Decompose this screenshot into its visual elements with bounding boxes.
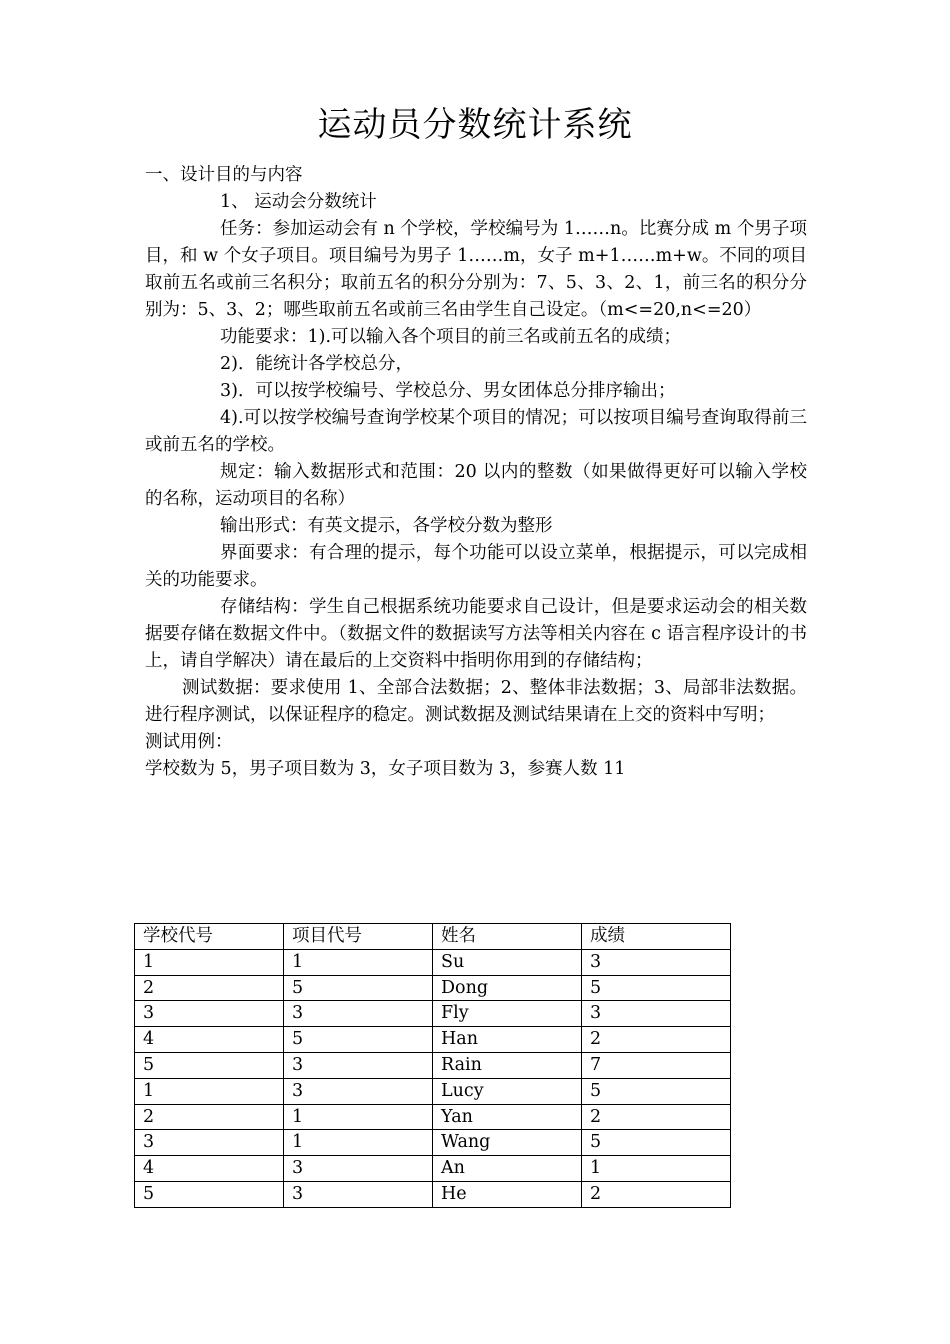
table-cell: 3: [284, 1001, 433, 1027]
table-cell: 1: [284, 1130, 433, 1156]
table-cell: 5: [284, 975, 433, 1001]
item-heading: 1、 运动会分数统计: [220, 192, 377, 212]
table-cell: 3: [284, 1181, 433, 1207]
table-header-row: [135, 924, 731, 950]
test-cases-label: 测试用例：: [145, 732, 233, 752]
table-row: [135, 1130, 731, 1156]
storage-paragraph: 存储结构：学生自己根据系统功能要求自己设计，但是要求运动会的相关数据要存储在数据文件中。（数据文件的数据读写方法等相关内容在 c 语言程序设计的书上，请自学解决）请在最后的上交资料中指明你用到的存储结构；: [145, 597, 807, 671]
table-cell: 2: [135, 975, 284, 1001]
table-row: [135, 1156, 731, 1182]
func-req-4: 4).可以按学校编号查询学校某个项目的情况；可以按项目编号查询取得前三或前五名的学校。: [145, 408, 807, 455]
table-cell: 3: [284, 1078, 433, 1104]
section-heading: 一、设计目的与内容: [145, 165, 303, 185]
output-form-paragraph: 输出形式：有英文提示，各学校分数为整形: [220, 516, 553, 536]
table-cell: Han: [433, 1027, 582, 1053]
table-row: [135, 1001, 731, 1027]
table-cell: 2: [135, 1104, 284, 1130]
table-cell: He: [433, 1181, 582, 1207]
table-cell: 5: [135, 1052, 284, 1078]
table-row: [135, 1027, 731, 1053]
task-paragraph: 任务：参加运动会有 n 个学校，学校编号为 1……n。比赛分成 m 个男子项目，和 w 个女子项目。项目编号为男子 1……m，女子 m+1……m+w。不同的项目取前五名或前三名积分；取前五名的积分分别为：7、5、3、2、1，前三名的积分分别为：5、3、2；哪些取前五名或前三名由学生自己设定。（m<=20,n<=20）: [145, 219, 807, 320]
table-row: [135, 949, 731, 975]
table-header-cell: 姓名: [433, 924, 582, 950]
table-cell: 5: [582, 1130, 731, 1156]
table-cell: Su: [433, 949, 582, 975]
table-cell: Dong: [433, 975, 582, 1001]
table-header-cell: 学校代号: [135, 924, 284, 950]
table-header-cell: 成绩: [582, 924, 731, 950]
table-cell: 2: [582, 1027, 731, 1053]
table-cell: 5: [284, 1027, 433, 1053]
table-cell: 1: [284, 1104, 433, 1130]
table-cell: An: [433, 1156, 582, 1182]
table-cell: 2: [582, 1104, 731, 1130]
test-summary: 学校数为 5，男子项目数为 3，女子项目数为 3，参赛人数 11: [145, 759, 626, 779]
table-row: [135, 975, 731, 1001]
table-row: [135, 1104, 731, 1130]
test-cases-table: [134, 923, 731, 1208]
table-cell: 4: [135, 1156, 284, 1182]
table-cell: 4: [135, 1027, 284, 1053]
func-req-2: 2)．能统计各学校总分，: [220, 354, 413, 374]
func-req-3: 3)．可以按学校编号、学校总分、男女团体总分排序输出；: [220, 381, 676, 401]
table-cell: 7: [582, 1052, 731, 1078]
table-header-cell: 项目代号: [284, 924, 433, 950]
table-row: [135, 1078, 731, 1104]
table-cell: 2: [582, 1181, 731, 1207]
table-cell: 3: [582, 949, 731, 975]
table-cell: 1: [135, 1078, 284, 1104]
table-cell: Rain: [433, 1052, 582, 1078]
table-cell: 1: [135, 949, 284, 975]
table-cell: Wang: [433, 1130, 582, 1156]
table-cell: 3: [284, 1052, 433, 1078]
rules-paragraph: 规定：输入数据形式和范围：20 以内的整数（如果做得更好可以输入学校的名称，运动项目的名称）: [145, 462, 807, 509]
test-data-paragraph: 测试数据：要求使用 1、全部合法数据；2、整体非法数据；3、局部非法数据。进行程序测试，以保证程序的稳定。测试数据及测试结果请在上交的资料中写明；: [145, 678, 807, 725]
document-body: [145, 162, 807, 783]
table-cell: 1: [582, 1156, 731, 1182]
table-cell: 3: [582, 1001, 731, 1027]
table-cell: Yan: [433, 1104, 582, 1130]
table-cell: 5: [582, 975, 731, 1001]
func-req-1: 功能要求：1).可以输入各个项目的前三名或前五名的成绩；: [220, 327, 682, 347]
table-cell: Lucy: [433, 1078, 582, 1104]
table-cell: 3: [284, 1156, 433, 1182]
table-row: [135, 1052, 731, 1078]
ui-req-paragraph: 界面要求：有合理的提示，每个功能可以设立菜单，根据提示，可以完成相关的功能要求。: [145, 543, 807, 590]
document-title: 运动员分数统计系统: [317, 105, 633, 145]
table-cell: 1: [284, 949, 433, 975]
table-row: [135, 1181, 731, 1207]
table-cell: Fly: [433, 1001, 582, 1027]
table-cell: 3: [135, 1001, 284, 1027]
table-cell: 5: [582, 1078, 731, 1104]
table-cell: 5: [135, 1181, 284, 1207]
table-cell: 3: [135, 1130, 284, 1156]
